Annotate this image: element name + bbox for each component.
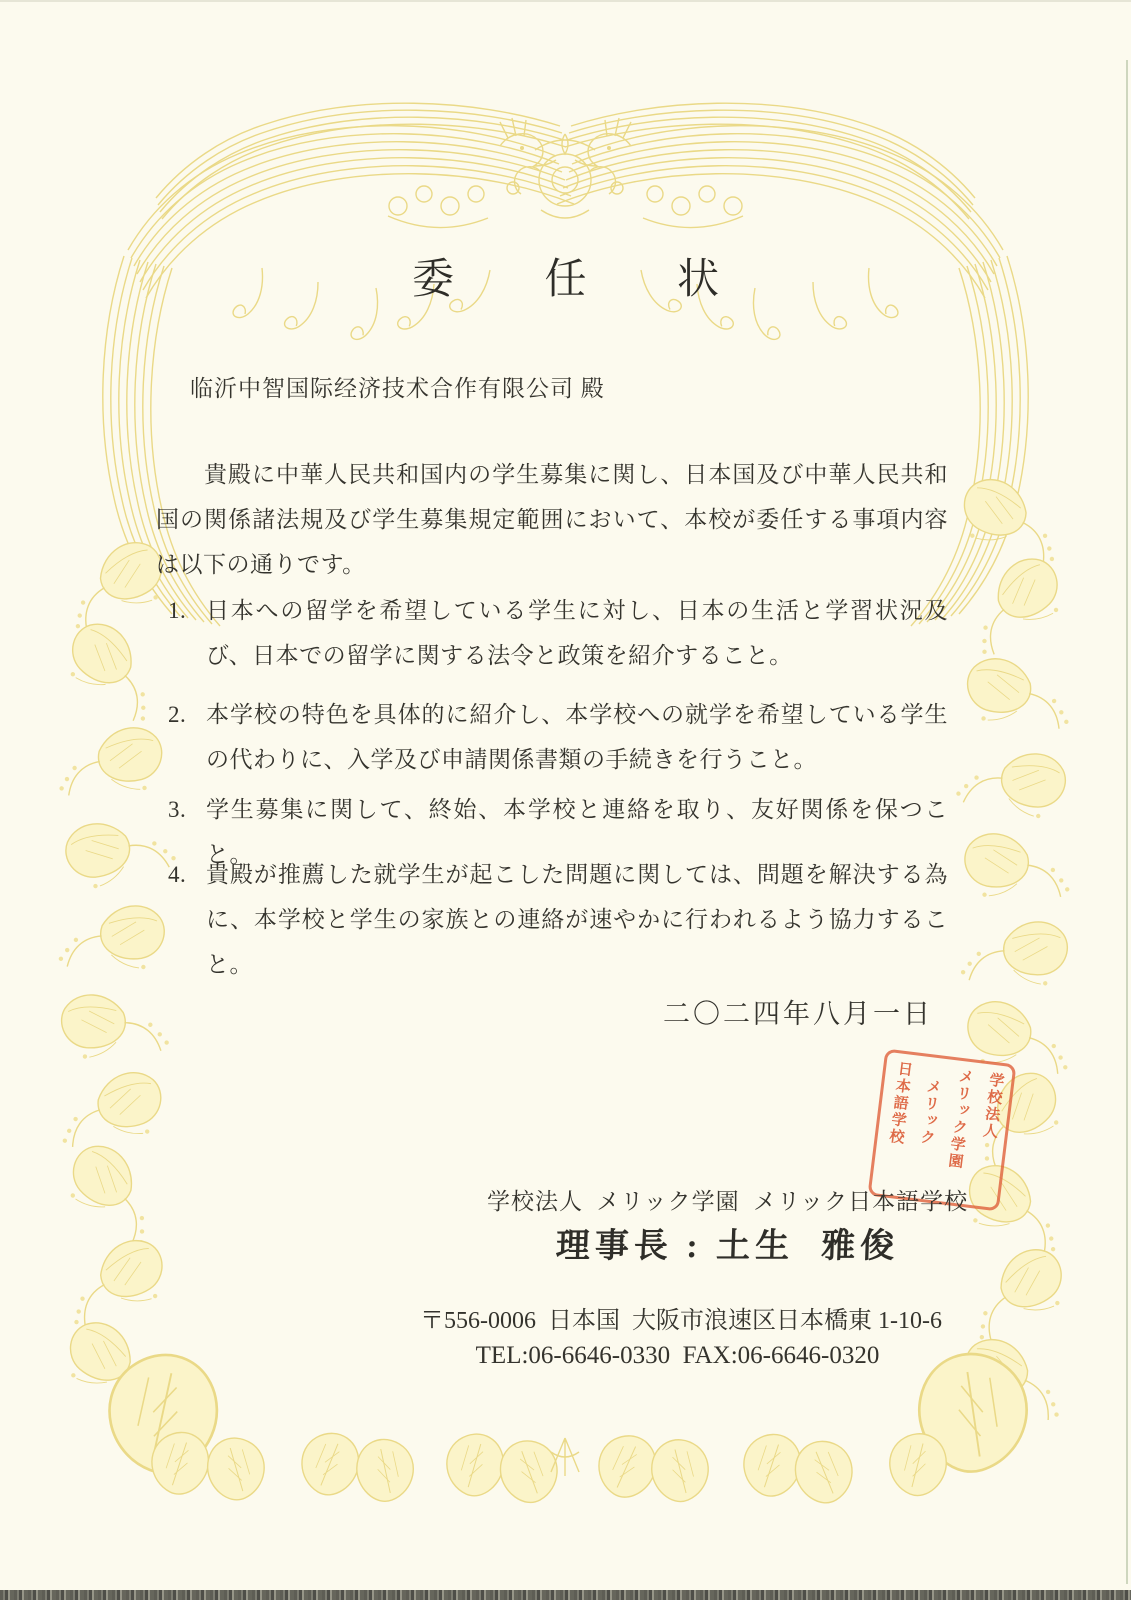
item-text: 学生募集に関して、終始、本学校と連絡を取り、友好関係を保つこと。 (206, 797, 948, 867)
seal-column: 学校法人 (980, 1071, 1005, 1141)
contact-line: TEL:06-6646-0330 FAX:06-6646-0320 (475, 1342, 880, 1369)
seal-column: メリック (917, 1077, 942, 1148)
item-number: 3. (168, 797, 187, 822)
address-line: 〒556-0006 日本国 大阪市浪速区日本橋東 1-10-6 (420, 1308, 942, 1334)
seal-column: 日本語学校 (886, 1059, 913, 1147)
school-name-line: 学校法人 メリック学園 メリック日本語学校 (487, 1189, 969, 1214)
date-line: 二〇二四年八月一日 (663, 999, 933, 1029)
item-text: 日本への留学を希望している学生に対し、日本の生活と学習状況及び、日本での留学に関する法令と政策を紹介すること。 (206, 598, 948, 668)
item-number: 1. (168, 598, 187, 623)
chairman-signature-line: 理事長 : 土生 雅俊 (555, 1228, 900, 1265)
delegation-item-1 (168, 588, 948, 678)
item-text: 本学校の特色を具体的に紹介し、本学校への就学を希望している学生の代わりに、入学及び申請関係書類の手続きを行うこと。 (206, 702, 948, 772)
leaf-garland-right (954, 476, 1075, 1421)
scan-right-edge-artifact (1126, 60, 1128, 1584)
delegation-item-2 (168, 692, 948, 782)
scanner-bottom-artifact (0, 1590, 1131, 1600)
scan-top-edge-artifact (0, 0, 1131, 2)
page-title: 委 任 状 (411, 257, 759, 303)
item-text: 貴殿が推薦した就学生が起こした問題に関しては、問題を解決する為に、本学校と学生の家族との連絡が速やかに行われるよう協力すること。 (206, 862, 949, 977)
leaf-garland-left (54, 538, 179, 1419)
addressee-line: 临沂中智国际经济技术合作有限公司 殿 (190, 376, 605, 401)
delegation-item-4 (168, 852, 948, 987)
item-number: 2. (168, 702, 187, 727)
item-number: 4. (168, 862, 187, 887)
seal-column: メリック学園 (945, 1067, 974, 1171)
intro-paragraph: 貴殿に中華人民共和国内の学生募集に関し、日本国及び中華人民共和国の関係諸法規及び学生募集規定範囲において、本校が委任する事項内容は以下の通りです。 (156, 462, 948, 577)
